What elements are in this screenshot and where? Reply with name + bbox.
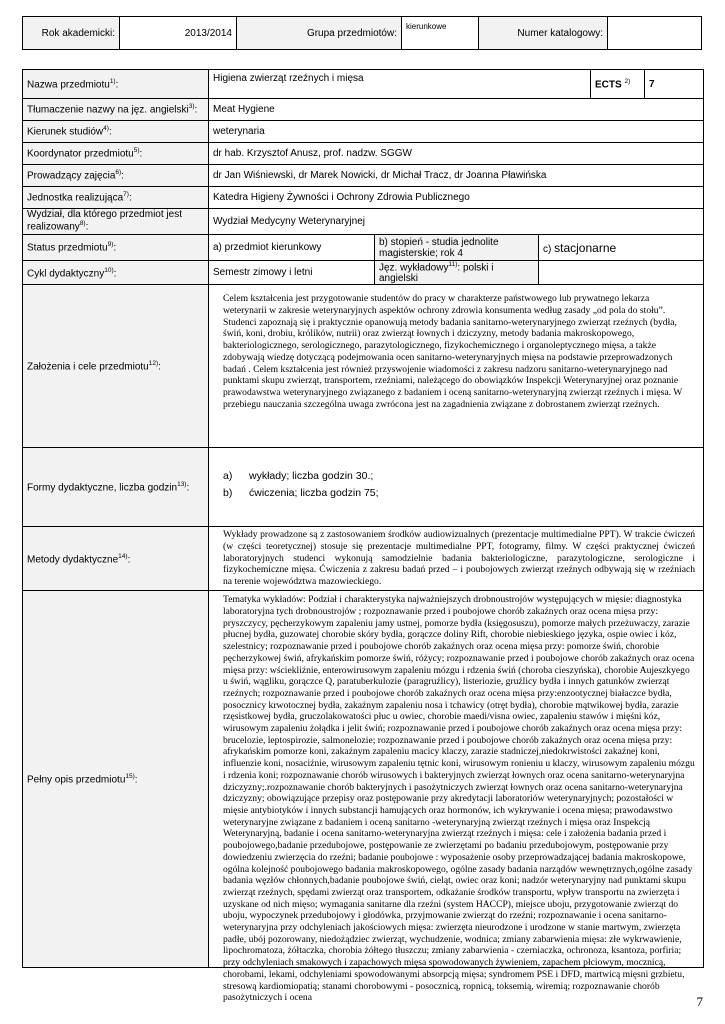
- row-aims: [23, 285, 704, 448]
- academic-year-value: 2013/2014: [120, 17, 237, 49]
- methods-text-cell: [209, 527, 704, 591]
- coordinator-label: Koordynator przedmiotu$^{5)}$:: [23, 143, 209, 165]
- academic-year-label: Rok akademicki:: [23, 17, 120, 49]
- ects-value: 7: [645, 70, 704, 99]
- translation-label: Tłumaczenie nazwy na jęz. angielski$^{3)}$:: [23, 99, 209, 121]
- status-a: a) przedmiot kierunkowy: [209, 235, 375, 261]
- row-methods: [23, 527, 704, 591]
- course-sheet-table: [22, 69, 704, 1004]
- ects-label: ECTS $^{2)}$: [591, 70, 645, 99]
- faculty-label: Wydział, dla którego przedmiot jest realizowany$^{8)}$:: [23, 209, 209, 235]
- row-course-name: [23, 70, 704, 99]
- aims-text-cell: [209, 285, 704, 448]
- methods-text: Wykłady prowadzone są z zastosowaniem środków audiowizualnych (prezentacje multimedialne PPT). W trakcie ćwiczeń (w części teoretycznej) stosuje się prezentacje multimedialne PPT, fotogramy, filmy. W części praktycznej ćwiczeń laboratoryjnych studenci wykonują samodzielnie badania bakteriologiczne, parazytologiczne, serologiczne i fizykochemiczne mięsa. Ćwiczenia z zakresu badań przed – i poubojowych zwierząt rzeźnych odbywają się w rzeźniach na terenie województwa mazowieckiego.: [223, 529, 696, 588]
- row-coordinator: [23, 143, 704, 165]
- description-text: Tematyka wykładów: Podział i charakterystyka najważniejszych drobnoustrojów występujących w mięsie: diagnostyka laboratoryjna tych drobnoustrojów ; rozpoznawanie przed i poubojowe chorób zakaźnych oraz ocena mięsa przy: pryszczycy, pęcherzykowym zapaleniu jamy ustnej, pomorze bydła (księgosuszu), pomorze małych przeżuwaczy, zarazie płucnej bydła, guzowatej chorobie skóry bydła, gorączce doliny Rift, chorobie niebieskiego języka, ospie owiec i kóz, szelestnicy; rozpoznawanie przed i poubojowe chorób zakaźnych oraz ocena mięsa przy: pomorze świń, chorobie pęcherzykowej świń, afrykańskim pomorze świń, różycy; rozpoznawanie przed i poubojowe chorób zakaźnych oraz ocena mięsa przy: wściekliźnie, enterowirusowym zapaleniu mózgu i rdzenia świń (choroba cieszyńska), chorobie Aujeszkyego u świń, wągliku, gorączce Q, paratuberkulozie (paragruźlicy), listeriozie, gruźlicy bydła i innych gatunków zwierząt rzeźnych; rozpoznawanie przed i poubojowe chorób zakaźnych oraz ocena mięsa przy:enzootycznej białaczce bydła, posocznicy krwotocznej bydła, zakaźnym zapaleniu nosa i tchawicy (otręt bydła), chorobie mątwikowej bydła, zarazie rzęsistkowej bydła, gruczolakowatości płuc u owiec, chorobie maedi/visna owiec, zapaleniu stawów i mięśni kóz, wirusowym zapaleniu żołądka i jelit świń; rozpoznawanie przed i poubojowe chorób zakaźnych oraz ocena mięsa przy: brucelozie, leptospirozie, salmonelozie; rozpoznawanie przed i poubojowe chorób zakaźnych oraz ocena mięsa przy: afrykańskim pomorze koni, zakaźnym zapaleniu macicy klaczy, zarazie stadniczej,niedokrwistości zakaźnej koni, influenzie koni, nosaciźnie, wirusowym zapaleniu tętnic koni, wirusowym ronieniu u klaczy, wirusowym zapaleniu mózgu i rdzenia koni; rozpoznawanie chorób wirusowych i bakteryjnych zwierząt łownych oraz ocena sanitarno-weterynaryjna dziczyzny;.rozpoznawanie chorób bakteryjnych i pasożytniczych zwierząt łownych oraz ocena sanitarno-weterynaryjna dziczyzny; obowiązujące przepisy oraz postępowanie przy akredytacji laboratoriów weterynaryjnych; pozostałości w mięsie antybiotyków i innych substancji hamujących oraz hormonów, ich wykrywanie i ocena mięsa; prawodawstwo weterynaryjne związane z badaniem i oceną sanitarno -weterynaryjną zwierząt rzeźnych i mięsa oraz Inspekcją Weterynaryjną, badanie i ocena sanitarno-weterynaryjna zwierząt rzeźnych i mięsa: cele i założenia badania przed i poubojowego,badanie przedubojowe, postępowanie ze zwierzętami po badaniu przedubojowym, postępowanie przy dowiedzeniu zwierzęcia do rzeźni; badanie poubojowe : wyposażenie osoby przeprowadzającej badania makroskopowe, ogólna kolejność poubojowego badania makroskopowego, ogólne zasady badania narządów wewnętrznych,ogólne zasady badania węzłów chłonnych,badanie poubojowe świń, cieląt, owiec oraz koni; nadzór weterynaryjny nad punktami skupu zwierząt rzeźnych, spędami zwierząt oraz transportem, odkażanie środków transportu, wpływ transportu na zwierzęta i uzyskane od nich mięso; wymagania sanitarne dla rzeźni (system HACCP), miejsce uboju, przygotowanie zwierząt do uboju, wypoczynek przedubojowy i głodówka, przyjmowanie zwierząt do rzeźni; rozpoznawanie i ocena sanitarno-weterynaryjna przy odchyleniach jakościowych mięsa: zwierzęta nieurodzone i urodzone w stanie martwym, zwierzęta padłe, ubój pozorowany, niedożądziec zwierząt, wychudzenie, wodnica; zmiany zabarwienia mięsa: złe wykrwawienie, lipochromatoza, żółtaczka, chorobia żółtego tłuszczu; zmiany zabarwienia - czerniaczka, ochronoza, ksantoza, porfiria; przy odchyleniach smakowych i zapachowych mięsa spowodowanych żywieniem, zapachem płciowym, mocznicą, chorobami, lekami, odchyleniami spowodowanymi absorpcją mięsa; syndromem PSE i DFD, martwicą mięsni grzbietu, stresową kardiomiopatią; stanami chorobowymi - posocznicą, ropnicą, toksemią, wiremią; rozpoznawanie chorób pasożytniczych i ocena: [223, 594, 695, 1004]
- aims-label: Założenia i cele przedmiotu$^{12)}$:: [23, 285, 209, 448]
- forms-list: [223, 470, 699, 499]
- row-faculty: [23, 209, 704, 235]
- field-label: Kierunek studiów$^{4)}$:: [23, 121, 209, 143]
- unit-value: Katedra Higieny Żywności i Ochrony Zdrowia Publicznego: [209, 187, 704, 209]
- translation-value: Meat Hygiene: [209, 99, 704, 121]
- language-cell: Jęz. wykładowy$^{11)}$: polski i angielski: [375, 261, 539, 285]
- header-strip: [22, 16, 702, 50]
- description-text-cell: [209, 591, 704, 1004]
- forms-cell: [209, 448, 704, 527]
- teachers-label: Prowadzący zajęcia$^{6)}$:: [23, 165, 209, 187]
- row-forms: [23, 448, 704, 527]
- cycle-empty-cell: [539, 261, 704, 285]
- row-description: [23, 591, 704, 968]
- aims-text: Celem kształcenia jest przygotowanie studentów do pracy w charakterze państwowego lub prywatnego lekarza weterynarii w zakresie weterynaryjnych aspektów ochrony zdrowia konsumenta według zasady „od pola do stołu”. Studenci zapoznają się i praktycznie opanowują metody badania sanitarno-weterynaryjnego zwierząt rzeźnych (bydła, świń, koni, drobiu, królików, nutrii) oraz zwierząt łownych i dziczyzny, metody badania makroskopowego, bakteriologicznego, serologicznego, parazytologicznego, fizykochemicznego i organoleptycznego mięsa, a także zdobywają wiedzę dotyczącą podejmowania ocen sanitarno-weterynaryjnych mięsa na podstawie przeprowadzonych badań . Celem kształcenia jest również przyswojenie wiadomości z zakresu nadzoru sanitarno-weterynaryjnego nad punktami skupu zwierząt, transportem, rzeźniami, należącego do obowiązków Inspekcji Weterynaryjnej oraz poznanie prawodawstwa weterynaryjnego związanego z badaniem i oceną sanitarno-weterynaryjną zwierząt rzeźnych i mięsa. W przebiegu nauczania szczególna uwaga zwrócona jest na zagadnienia związane z dobrostanem zwierząt rzeźnych.: [223, 293, 683, 410]
- status-b: b) stopień - studia jednolite magisterskie; rok 4: [375, 235, 539, 261]
- row-status: [23, 235, 704, 261]
- course-name-label: Nazwa przedmiotu$^{1)}$:: [23, 70, 209, 99]
- catalog-number-value: [608, 17, 701, 49]
- forms-item: a) wykłady; liczba godzin 30.;: [223, 470, 374, 483]
- forms-item: b) ćwiczenia; liczba godzin 75;: [223, 487, 379, 500]
- teachers-value: dr Jan Wiśniewski, dr Marek Nowicki, dr Michał Tracz, dr Joanna Pławińska: [209, 165, 704, 187]
- status-label: Status przedmiotu$^{9)}$:: [23, 235, 209, 261]
- forms-label: Formy dydaktyczne, liczba godzin$^{13)}$:: [23, 448, 209, 527]
- row-translation: [23, 99, 704, 121]
- row-field: [23, 121, 704, 143]
- page-number: 7: [696, 994, 703, 1009]
- course-group-label: Grupa przedmiotów:: [237, 17, 402, 49]
- course-group-value: kierunkowe: [402, 17, 479, 49]
- course-name-value: Higiena zwierząt rzeźnych i mięsa: [209, 70, 591, 99]
- methods-label: Metody dydaktyczne$^{14)}$:: [23, 527, 209, 591]
- cycle-label: Cykl dydaktyczny$^{10)}$:: [23, 261, 209, 285]
- catalog-number-label: Numer katalogowy:: [479, 17, 608, 49]
- status-c: c) stacjonarne: [539, 235, 704, 261]
- unit-label: Jednostka realizująca$^{7)}$:: [23, 187, 209, 209]
- description-label: Pełny opis przedmiotu$^{15)}$:: [23, 591, 209, 968]
- row-unit: [23, 187, 704, 209]
- cycle-value: Semestr zimowy i letni: [209, 261, 375, 285]
- faculty-value: Wydział Medycyny Weterynaryjnej: [209, 209, 704, 235]
- row-cycle: [23, 261, 704, 285]
- coordinator-value: dr hab. Krzysztof Anusz, prof. nadzw. SGGW: [209, 143, 704, 165]
- field-value: weterynaria: [209, 121, 704, 143]
- row-teachers: [23, 165, 704, 187]
